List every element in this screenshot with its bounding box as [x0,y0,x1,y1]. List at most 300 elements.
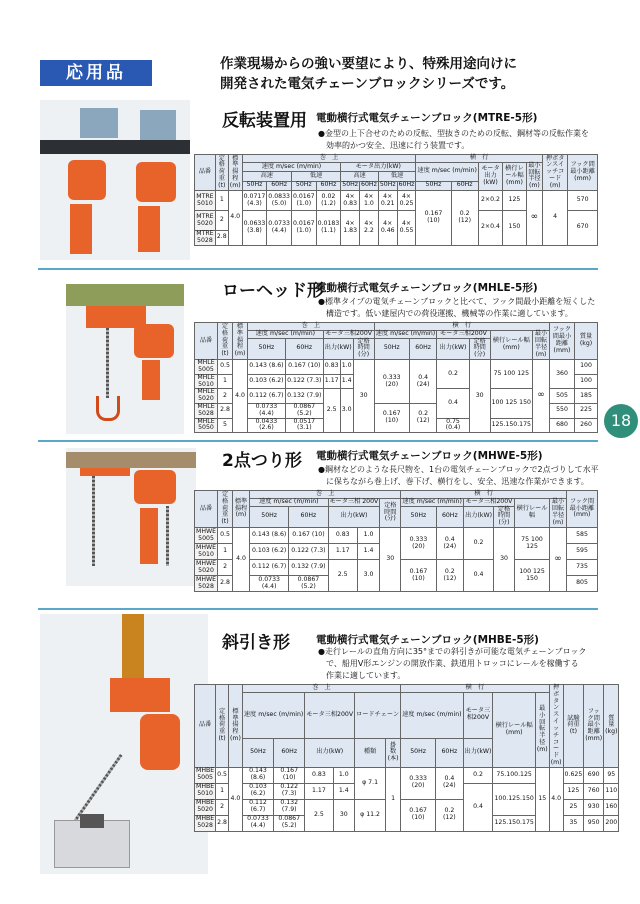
cell: MTRE 5010 [195,191,216,211]
cell: 35 [563,815,584,831]
cell: 0.83 [323,360,340,375]
cell: 200 [604,815,619,831]
th: 定格荷重(t) [218,491,233,528]
cell: 0.132 (7.9) [285,389,323,404]
th: モータ三相200V [437,330,490,338]
cell: 2×0.4 [478,211,502,246]
cell: 505 [550,389,575,404]
control-box [140,110,176,140]
th: 定格荷重(t) [218,323,233,360]
section-title: 反転装置用 [222,111,307,131]
th: 標準揚程(m) [229,154,241,189]
section-title: ローヘッド形 [222,281,324,301]
cell: 0.2 [463,767,493,783]
cell: 1.17 [305,783,333,799]
bullet-line: に保ちながら巻上げ、巻下げ、横行をし、安全、迅速な作業ができます。 [326,477,589,486]
cell: 15 [535,767,549,831]
th: 種類 [355,738,386,767]
th: 出力(kW) [464,506,494,527]
th: 速度 m/sec (m/min) [416,162,478,181]
cell: 100 125 150 [490,389,532,418]
th: 定格荷重(t) [215,155,228,191]
th: 出力(kW) [328,506,380,527]
section-bullets [318,296,595,320]
cell: 0.0183 (1.1) [316,211,341,246]
cell: 595 [567,544,598,560]
cell: 0.333 (20) [401,528,436,560]
th: 巻 上 [242,685,400,693]
cell: 75 100 125 [490,360,532,389]
cell: 0.5 [218,528,233,544]
cell: 0.143 (8.6) [248,360,286,375]
cell: ∞ [533,360,550,433]
cell: 550 [550,403,575,418]
cell: 0.0167 (1.0) [291,191,316,211]
th: 速度 m/sec (m/min) [248,330,324,338]
cell: 95 [604,767,619,783]
cell: 950 [584,815,604,831]
th: 横 行 [401,685,550,693]
cell: 0.167 (10) [416,191,451,246]
cell: 1 [216,783,229,799]
th: 定格荷重(t) [216,685,229,768]
cell: 0.167 (10) [289,528,328,544]
cell: 2.8 [216,815,229,831]
th: 60Hz [360,181,379,190]
th: モータ出力(kW) [341,162,416,171]
cell: 4× 0.55 [397,211,416,246]
th: 押ボタンスイッチコード(m) [543,155,568,191]
cell: 1.17 [328,544,357,560]
th: モータ三相200V [463,692,493,738]
th: フック間最小距離(mm) [567,491,598,528]
bullet-line: 作業に適しています。 [326,671,406,680]
cell: 0.0833 (5.0) [267,191,292,211]
hoist-body [68,160,106,200]
cell: 2 [218,560,233,576]
spec-table-mhwe [194,490,598,592]
cell: 0.0633 (3.8) [242,211,267,246]
bullet-line: ●標準タイプの電気チェーンブロックと比べて、フック間最小距離を短くした [318,297,596,306]
th: モータ三相200V [464,498,515,506]
cell: 0.103 (6.2) [242,783,273,799]
cell: MHWE 5028 [196,575,217,590]
cell: 0.167 (10) [285,360,323,375]
cell: 4× 0.21 [378,191,397,211]
load-chain [74,754,122,821]
rail-beam [66,452,196,468]
th: 速度 m/sec (m/min) [401,692,463,738]
th: 60Hz [274,738,305,767]
cell: 0.167 (10) [274,767,305,783]
cell: 735 [567,560,598,576]
cell: 1.4 [357,544,379,560]
th: 品番 [195,491,218,528]
cell: 4.0 [229,767,243,831]
cell: 4× 0.46 [378,211,397,246]
cell: 0.4 (24) [409,360,436,404]
cell: 2 [218,389,233,404]
th: 高速 [341,172,379,181]
cell: 2×0.2 [478,191,502,211]
cell: 2 [215,211,228,231]
th: 押ボタンスイッチコード(m) [550,684,562,766]
cell: 0.2 (12) [436,560,463,592]
cell: MHWE 5020 [196,559,217,574]
section-subtitle: 電動横行式電気チェーンブロック(MHWE-5形) [316,450,543,462]
th: 定格時間(分) [380,498,401,527]
bullet-line: 構造です。低い建屋内での荷役運搬、機械等の作業に適しています。 [326,309,573,318]
cell: 0.4 [464,560,494,592]
cell: 160 [604,799,619,815]
cell: 125 [503,191,527,211]
bullet-line: ●鋼材などのような長尺物を、1台の電気チェーンブロックで2点づりして水平 [318,465,599,474]
cell: MHLE 5005 [195,360,218,375]
cell: 0.112 (6.7) [248,389,286,404]
hoist-body [134,324,174,358]
th: 50Hz [378,181,397,190]
cell: MHWE 5010 [196,543,217,558]
cell: 2.5 [323,389,340,433]
cell: 0.2 (12) [409,403,436,432]
cell: ∞ [550,528,567,592]
cell: 125.150.175 [490,418,532,433]
cell: 1 [386,767,401,831]
cell: 2 [216,799,229,815]
cell: 3.0 [340,389,353,433]
cell: φ 11.2 [355,799,386,831]
th: 最小回転半径(m) [550,498,567,527]
th: 定格時間(分) [469,338,490,359]
cell: 0.625 [563,767,584,783]
cell: 30 [333,799,355,831]
cell: 0.83 [305,767,333,783]
cell: 0.0517 (3.1) [285,418,323,433]
load-chain [92,476,95,566]
section-bullets [318,646,586,682]
cell: 4.0 [549,767,563,831]
th: 試験荷重(t) [563,685,584,768]
cell: 0.103 (6.2) [248,374,286,389]
cell: 4× 0.83 [341,191,360,211]
th: 質量(kg) [575,323,598,360]
cell: 4.0 [228,191,242,246]
cell: 1.0 [340,360,353,375]
th: 横 行 [374,323,549,331]
th: フック間最小距離(mm) [568,155,598,191]
section-title: 2点つり形 [222,451,302,471]
cell: 1.4 [340,374,353,389]
cell: 185 [575,389,598,404]
cell: 30 [494,528,515,592]
cell: 0.333 (20) [374,360,409,404]
th: 出力(kW) [437,338,469,359]
cell: 100 [575,374,598,389]
cell: 2.8 [218,576,233,592]
th: 横行レール幅(mm) [503,162,527,190]
cell: 4× 1.83 [341,211,360,246]
th: 出力(kW) [463,738,493,767]
th: ロードチェーン [355,692,401,738]
cell: MHLE 5050 [195,418,218,433]
cell: 0.4 (24) [436,767,463,799]
cell: 760 [584,783,604,799]
th: 品番 [195,685,216,768]
th: 50Hz [291,181,316,190]
th: 掛数(本) [386,738,401,767]
cell: 0.5 [218,360,233,375]
chain-bucket [140,508,158,564]
cell: 2.5 [305,799,333,831]
cell: 100.125.150 [493,783,535,815]
cell: 4× 2.2 [360,211,379,246]
cell: 4.0 [233,528,250,592]
cell: 0.167 (10) [374,403,409,432]
cell: 0.2 (12) [436,799,463,831]
th: 60Hz [289,506,328,527]
th: 巻 上 [250,491,401,499]
cell: 0.167 (10) [401,560,436,592]
spec-table-mhle [194,322,598,433]
cell: 0.0433 (2.6) [248,418,286,433]
section-bullets [318,464,599,488]
th: 定格時間(分) [494,506,515,527]
cell: 0.112 (6.7) [250,560,289,576]
th: 50Hz [248,338,286,359]
cell: MHLE 5020 [195,389,218,404]
th: 出力(kW) [305,738,355,767]
mhwe-photo [66,448,196,586]
spec-table-mtre [194,154,598,246]
th: 最小回転半径(m) [535,692,549,767]
cell: MHBE 5028 [196,815,215,830]
cell: 805 [567,576,598,592]
chain-bucket [70,204,92,254]
section-divider [38,608,598,610]
section-divider [38,440,598,442]
bullet-line: で、船用V形エンジンの開放作業、鉄道用トロッコにレールを稼働する [326,659,579,668]
th: 50Hz [250,506,289,527]
cell: 585 [567,528,598,544]
cell: 5 [218,418,233,433]
th: 横行レール幅 [515,498,550,527]
bullet-line: ●走行レールの直角方向に35°までの斜引きが可能な電気チェーンブロック [318,647,587,656]
th: 横 行 [416,155,543,163]
th: モータ三相200V [305,692,355,738]
cell: 1 [218,544,233,560]
th: 巻 上 [242,155,416,163]
cell: 360 [550,360,575,389]
cell: MHLE 5010 [195,374,218,389]
th: 60Hz [285,338,323,359]
cell: 0.132 (7.9) [274,799,305,815]
th: 50Hz [242,738,273,767]
th: 50Hz [374,338,409,359]
cell: MHLE 5028 [195,403,218,418]
th: 低速 [378,172,416,181]
cell: MHBE 5010 [196,783,215,798]
cell: 0.83 [328,528,357,544]
th: 質量(kg) [604,685,619,768]
cell: 0.132 (7.9) [289,560,328,576]
cell: 125.150.175 [493,815,535,831]
th: 品番 [195,155,216,191]
cell: φ 7.1 [355,767,386,799]
cell: 1.0 [357,528,379,544]
cell: 3.0 [357,560,379,592]
th: 速度 m/sec (m/min) [250,498,329,506]
cell: 2.5 [328,560,357,592]
cell: 0.0733 (4.4) [250,576,289,592]
cell: 30 [469,360,490,433]
th: 速度 m/sec (m/min) [375,329,436,337]
cell: 1.17 [323,374,340,389]
cell: 1.0 [333,767,355,783]
cell: 150 [503,211,527,246]
th: 高速 [242,172,291,181]
chain-bucket [138,206,160,252]
trolley [110,678,170,712]
section-subtitle: 電動横行式電気チェーンブロック(MHLE-5形) [316,282,538,294]
hoist-body [136,162,176,202]
cell: 100 [575,360,598,375]
load-chain [166,506,169,566]
cell: 30 [353,360,374,433]
cell: MHWE 5005 [196,527,217,542]
th: 横行レール幅(mm) [490,330,532,359]
cell: 0.2 (12) [451,191,478,246]
th: 60Hz [436,506,463,527]
cell: 4× 0.25 [397,191,416,211]
cell: 0.143 (8.6) [242,767,273,783]
th: 50Hz [242,181,267,190]
clamp [80,814,104,828]
cell: 1.4 [333,783,355,799]
cell: 75.100.125 [493,767,535,783]
cell: 930 [584,799,604,815]
cell: 0.112 (6.7) [242,799,273,815]
cell: 2.8 [215,231,228,246]
bullet-line: ●金型の上下合せのための反転、型抜きのための反転、鋼材等の反転作業を [318,129,589,138]
bullet-line: 効率的かつ安全、迅速に行う装置です。 [326,141,470,150]
cell: 0.333 (20) [401,767,436,799]
th: 横 行 [401,491,567,499]
th: 速度 m/sec (m/min) [242,162,341,171]
cell: 0.122 (7.3) [274,783,305,799]
section-bullets [318,128,589,152]
th: 60Hz [436,738,463,767]
intro-line: 開発された電気チェーンブロックシリーズです。 [220,76,515,92]
th: 50Hz [341,181,360,190]
sheave-arm [80,468,130,476]
th: 標準揚程(m) [229,685,243,768]
cell: 0.4 [437,389,469,418]
th: 横行レール幅(mm) [493,692,535,767]
th: 50Hz [401,506,436,527]
th: 定格時間(分) [353,338,374,359]
cell: 1 [218,374,233,389]
th: 50Hz [416,181,451,190]
th: 巻 上 [248,323,375,331]
cell: 25 [563,799,584,815]
cell: 125 [563,783,584,799]
cell: 0.122 (7.3) [285,374,323,389]
section-title: 斜引き形 [222,633,290,653]
section-subtitle: 電動横行式電気チェーンブロック(MTRE-5形) [316,112,538,124]
cell: MTRE 5020 [195,211,216,231]
section-divider [38,268,598,270]
cell: 680 [550,418,575,433]
th: 60Hz [397,181,416,190]
cell: 0.0717 (4.3) [242,191,267,211]
th: フック間最小距離(mm) [550,323,575,360]
th: 出力(kW) [323,338,353,359]
th: 最小回転半径(m) [528,161,541,190]
cell: 4× 1.0 [360,191,379,211]
cell: 75 100 125 [515,528,550,560]
th: 60Hz [409,338,436,359]
th: 60Hz [316,181,341,190]
cell: 0.02 (1.2) [316,191,341,211]
cell: MTRE 5028 [196,230,214,244]
hook-icon [96,396,120,421]
mhbe-photo [40,614,208,874]
cell: 0.0733 (4.4) [248,403,286,418]
cell: 100 125 150 [515,560,550,592]
mhle-photo [66,284,184,434]
mtre-photo [40,100,190,260]
cell: 0.0733 (4.4) [242,815,273,831]
th: 速度 m/sec (m/min) [242,692,304,738]
cell: 0.5 [216,767,229,783]
cell: MHBE 5005 [196,767,215,782]
th: 60Hz [451,181,478,190]
cell: 0.4 (24) [436,528,463,560]
th: 60Hz [267,181,292,190]
th: 最小回転半径(m) [533,330,550,359]
cell: 0.0733 (4.4) [267,211,292,246]
cell: 30 [380,528,401,592]
cell: 0.103 (6.2) [250,544,289,560]
cell: 0.4 [463,783,493,831]
cell: 0.0867 (5.2) [285,403,323,418]
th: 標準揚程(m) [233,491,250,528]
chain-bucket [142,360,160,400]
th: モータ三相200V [323,330,374,338]
cell: 0.0167 (1.0) [291,211,316,246]
th: モータ三相 200V [329,497,379,505]
th: フック間最小距離(mm) [584,685,604,768]
cell: 1 [215,191,228,211]
th: 速度 m/sec (m/min) [402,497,462,505]
cell: 0.122 (7.3) [289,544,328,560]
cell: 0.143 (8.6) [250,528,289,544]
cell: 670 [568,211,598,246]
intro-text [220,54,517,94]
category-badge: 応用品 [40,60,152,86]
cell: 0.0867 (5.2) [274,815,305,831]
cell: 110 [604,783,619,799]
rail-beam [40,140,190,154]
th: 品番 [195,323,218,360]
rail-beam [66,284,184,306]
th: 低速 [291,172,340,181]
cell: 260 [575,418,598,433]
th: モータ出力(kW) [478,162,502,190]
cell: 2.8 [218,403,233,418]
intro-line: 作業現場からの強い要望により、特殊用途向けに [220,56,517,72]
cell: 0.2 [464,528,494,560]
